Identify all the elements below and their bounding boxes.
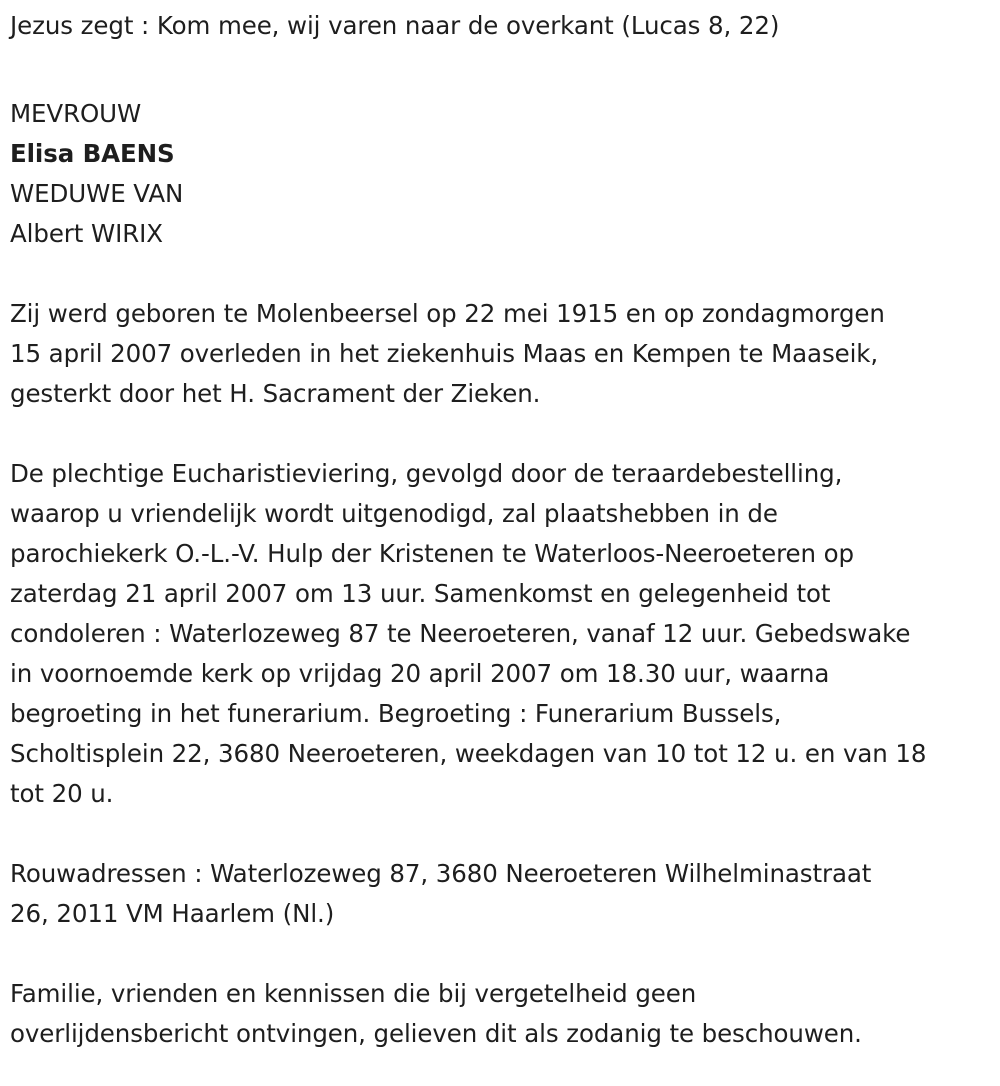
- paragraph-line: 15 april 2007 overleden in het ziekenhuis Maas en Kempen te Maaseik,: [10, 339, 879, 368]
- closing-paragraph: [10, 974, 995, 1054]
- funeral-paragraph: [10, 454, 995, 814]
- paragraph-line: condoleren : Waterlozeweg 87 te Neeroeteren, vanaf 12 uur. Gebedswake: [10, 619, 911, 648]
- paragraph-line: gesterkt door het H. Sacrament der Zieken.: [10, 379, 541, 408]
- birth-death-paragraph: [10, 294, 995, 414]
- addresses-paragraph: [10, 854, 995, 934]
- paragraph-line: begroeting in het funerarium. Begroeting : Funerarium Bussels,: [10, 699, 782, 728]
- relation-label: WEDUWE VAN: [10, 179, 184, 208]
- paragraph-line: Zij werd geboren te Molenbeersel op 22 mei 1915 en op zondagmorgen: [10, 299, 885, 328]
- bible-quote: Jezus zegt : Kom mee, wij varen naar de overkant (Lucas 8, 22): [10, 11, 780, 40]
- paragraph-line: Rouwadressen : Waterlozeweg 87, 3680 Neeroeteren Wilhelminastraat: [10, 859, 872, 888]
- spacer: [10, 254, 995, 294]
- paragraph-line: tot 20 u.: [10, 779, 114, 808]
- paragraph-line: De plechtige Eucharistieviering, gevolgd door de teraardebestelling,: [10, 459, 843, 488]
- spouse-name: Albert WIRIX: [10, 219, 163, 248]
- paragraph-line: Scholtisplein 22, 3680 Neeroeteren, weekdagen van 10 tot 12 u. en van 18: [10, 739, 927, 768]
- paragraph-line: overlijdensbericht ontvingen, gelieven dit als zodanig te beschouwen.: [10, 1019, 862, 1048]
- paragraph-line: in voornoemde kerk op vrijdag 20 april 2007 om 18.30 uur, waarna: [10, 659, 830, 688]
- paragraph-line: parochiekerk O.-L.-V. Hulp der Kristenen te Waterloos-Neeroeteren op: [10, 539, 854, 568]
- paragraph-line: zaterdag 21 april 2007 om 13 uur. Samenkomst en gelegenheid tot: [10, 579, 831, 608]
- spacer: [10, 54, 995, 94]
- spacer: [10, 46, 995, 54]
- deceased-header: [10, 94, 995, 254]
- spacer: [10, 814, 995, 854]
- title-prefix: MEVROUW: [10, 99, 142, 128]
- paragraph-line: 26, 2011 VM Haarlem (Nl.): [10, 899, 335, 928]
- obituary-notice: [10, 6, 995, 1054]
- paragraph-line: waarop u vriendelijk wordt uitgenodigd, zal plaatshebben in de: [10, 499, 778, 528]
- deceased-name: Elisa BAENS: [10, 139, 175, 168]
- spacer: [10, 414, 995, 454]
- spacer: [10, 934, 995, 974]
- paragraph-line: Familie, vrienden en kennissen die bij vergetelheid geen: [10, 979, 697, 1008]
